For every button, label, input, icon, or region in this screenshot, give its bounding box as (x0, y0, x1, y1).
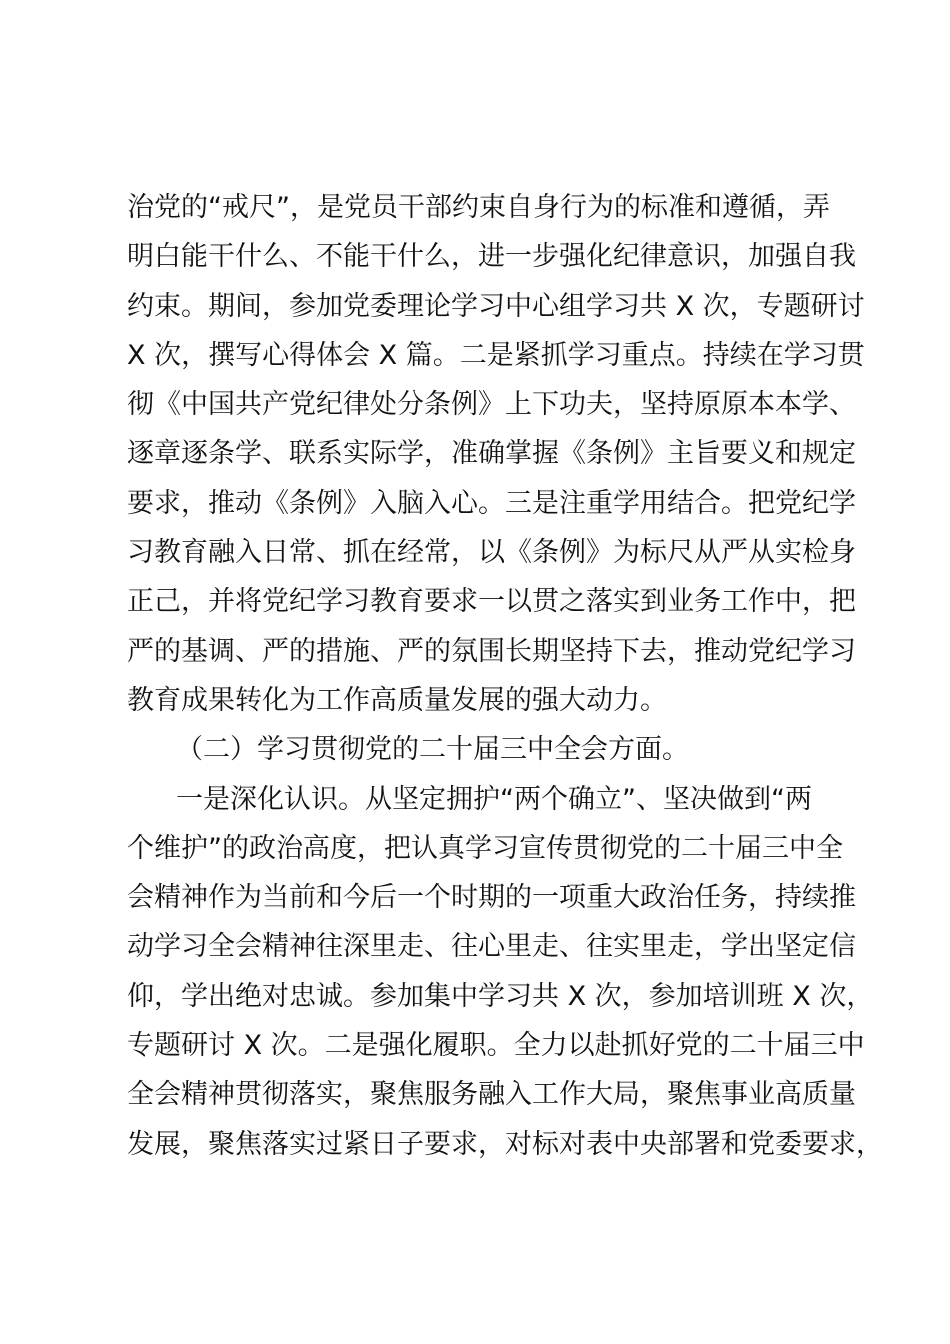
text-line: 彻《中国共产党纪律处分条例》上下功夫，坚持原原本本学、 (127, 389, 856, 421)
text-line: X 次，撰写心得体会 X 篇。二是紧抓学习重点。持续在学习贯 (127, 339, 865, 371)
text-line: 全会精神贯彻落实，聚焦服务融入工作大局，聚焦事业高质量 (127, 1079, 856, 1111)
text-line: 明白能干什么、不能干什么，进一步强化纪律意识，加强自我 (127, 241, 856, 273)
text-line: 治党的“戒尺”，是党员干部约束自身行为的标准和遵循，弄 (127, 192, 830, 223)
text-line: 发展，聚焦落实过紧日子要求，对标对表中央部署和党委要求， (127, 1128, 883, 1160)
text-line: 个维护”的政治高度，把认真学习宣传贯彻党的二十届三中全 (127, 832, 843, 864)
text-line: 正己，并将党纪学习教育要求一以贯之落实到业务工作中，把 (127, 586, 856, 618)
text-line: 动学习全会精神往深里走、往心里走、往实里走，学出坚定信 (127, 931, 856, 963)
paragraph-first-line: 一是深化认识。从坚定拥护“两个确立”、坚决做到“两 (176, 783, 812, 815)
text-line: 专题研讨 X 次。二是强化履职。全力以赴抓好党的二十届三中 (127, 1030, 865, 1062)
document-body (127, 183, 883, 1169)
text-line: 严的基调、严的措施、严的氛围长期坚持下去，推动党纪学习 (127, 635, 856, 667)
text-line: 教育成果转化为工作高质量发展的强大动力。 (127, 684, 667, 716)
text-line: 约束。期间，参加党委理论学习中心组学习共 X 次，专题研讨 (127, 290, 865, 322)
text-line: 逐章逐条学、联系实际学，准确掌握《条例》主旨要义和规定 (127, 438, 856, 470)
text-line: 仰，学出绝对忠诚。参加集中学习共 X 次，参加培训班 X 次， (127, 980, 874, 1012)
section-heading: （二）学习贯彻党的二十届三中全会方面。 (176, 734, 689, 766)
text-line: 会精神作为当前和今后一个时期的一项重大政治任务，持续推 (127, 882, 856, 914)
text-line: 要求，推动《条例》入脑入心。三是注重学用结合。把党纪学 (127, 487, 856, 519)
text-line: 习教育融入日常、抓在经常，以《条例》为标尺从严从实检身 (127, 537, 856, 569)
